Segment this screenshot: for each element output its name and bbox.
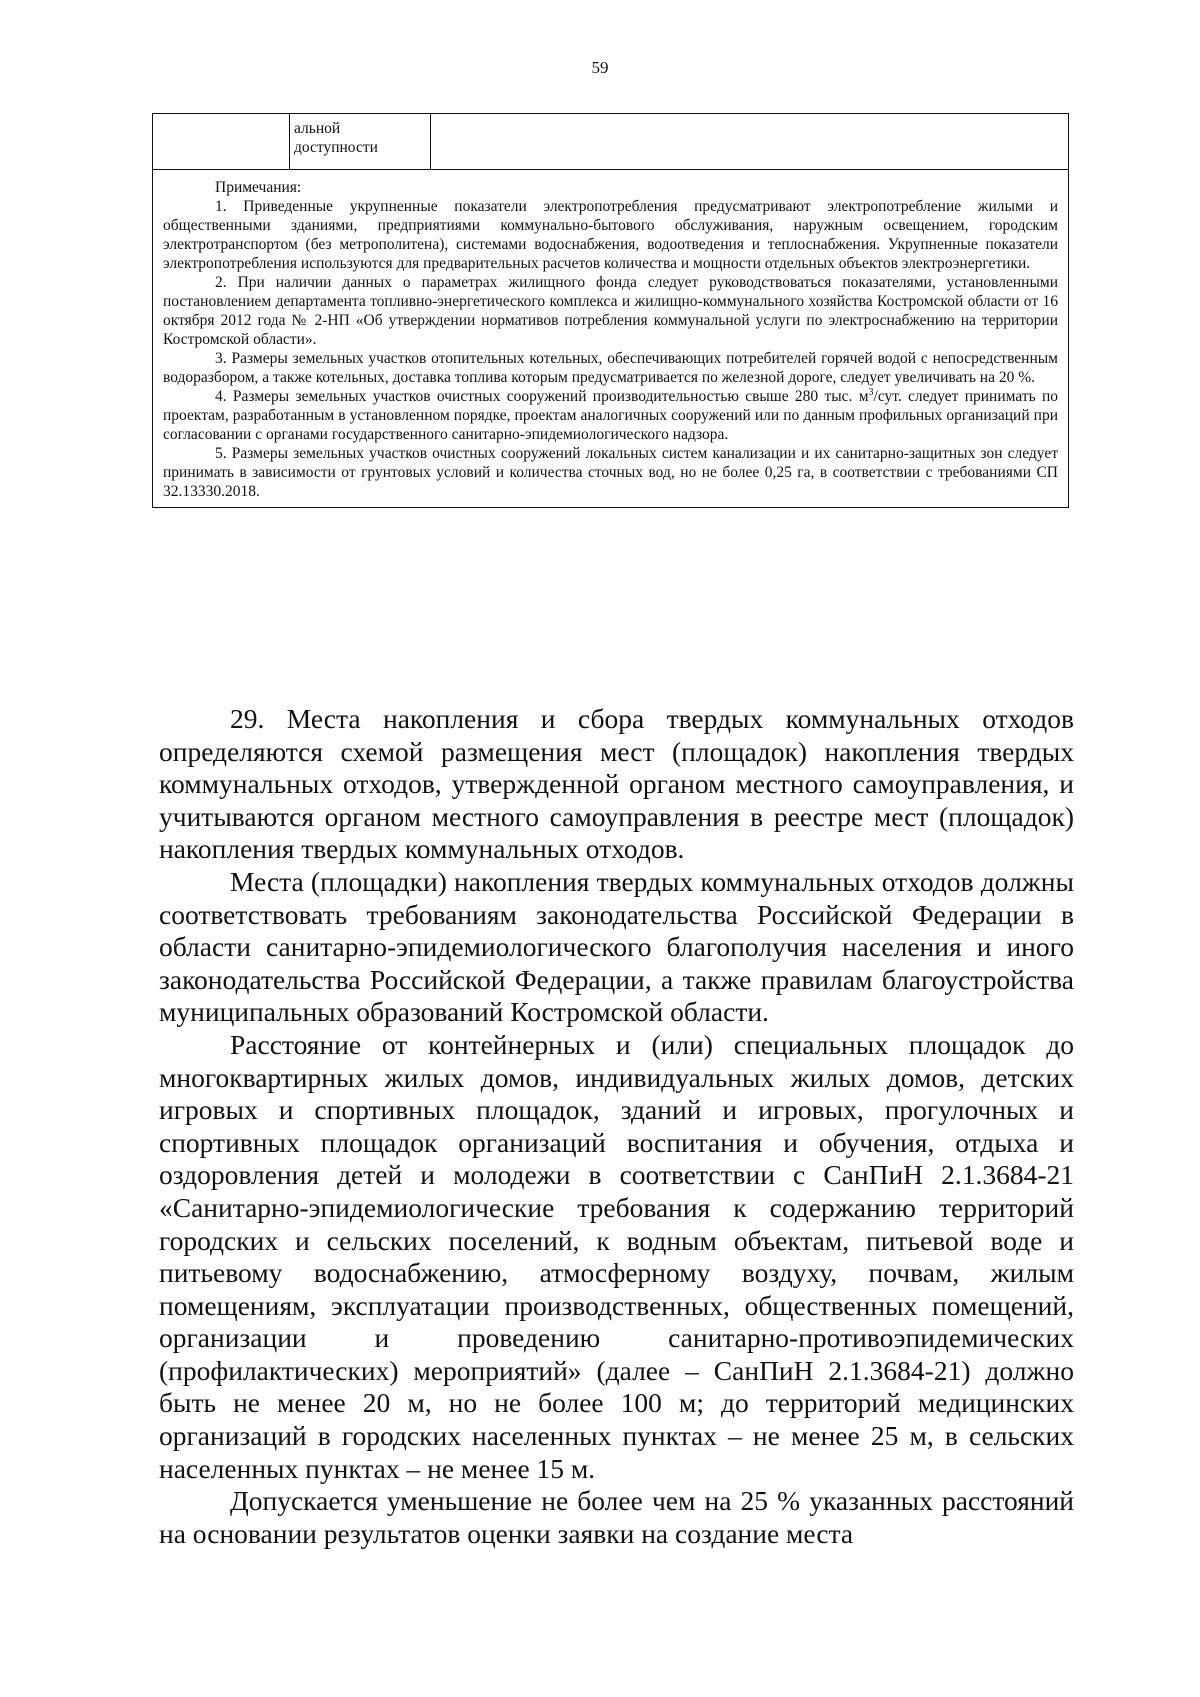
cell-text-line-2: доступности: [294, 139, 378, 156]
notes-cell: [153, 170, 1069, 508]
note-5: 5. Размеры земельных участков очистных сооружений локальных систем канализации и их санитарно-защитных зон следует принимать в зависимости от грунтовых условий и количества сточных вод, но не более 0,25 га, в соответствии с требованиями СП 32.13330.2018.: [163, 445, 1058, 500]
table-cell-empty-2: [431, 114, 1069, 170]
paragraph-29: 29. Места накопления и сбора твердых коммунальных отходов определяются схемой размещения мест (площадок) накопления твердых коммунальных отходов, утвержденной органом местного самоуправления, и учитываются органом местного самоуправления в реестре мест (площадок) накопления твердых коммунальных отходов.: [159, 703, 1074, 865]
note-3: 3. Размеры земельных участков отопительных котельных, обеспечивающих потребителей горячей водой с непосредственным водоразбором, а также котельных, доставка топлива которым предусматривается по железной дороге, следует увеличивать на 20 %.: [163, 350, 1058, 386]
table-cell-empty-1: [153, 114, 290, 170]
page-number: 59: [591, 58, 609, 77]
note-4-text-a: 4. Размеры земельных участков очистных сооружений производительностью свыше 280 тыс. м: [215, 388, 869, 405]
note-4-superscript: 3: [868, 386, 874, 398]
notes-title: Примечания:: [215, 179, 302, 196]
table-row: [153, 114, 1069, 170]
note-2: 2. При наличии данных о параметрах жилищного фонда следует руководствоваться показателями, установленными постановлением департамента топливно-энергетического комплекса и жилищно-коммунального хозяйства Костромской области от 16 октября 2012 года № 2-НП «Об утверждении нормативов потребления коммунальной услуги по электроснабжению на территории Костромской области».: [163, 274, 1058, 348]
note-4-text-b: /сут. следует принимать по проектам, разработанным в установленном порядке, проектам аналогичных сооружений или по данным профильных организаций при согласовании с органами государственного санитарно-эпидемиологического надзора.: [163, 388, 1058, 443]
paragraph-requirements: Места (площадки) накопления твердых коммунальных отходов должны соответствовать требованиям законодательства Российской Федерации в области санитарно-эпидемиологического благополучия населения и иного законодательства Российской Федерации, а также правилам благоустройства муниципальных образований Костромской области.: [159, 865, 1074, 1028]
table: [152, 113, 1069, 508]
note-1: 1. Приведенные укрупненные показатели электропотребления предусматривают электропотребление жилыми и общественными зданиями, предприятиями коммунально-бытового обслуживания, наружным освещением, городским электротранспортом (без метрополитена), системами водоснабжения, водоотведения и теплоснабжения. Укрупненные показатели электропотребления используются для предварительных расчетов количества и мощности отдельных объектов электроэнергетики.: [163, 198, 1058, 272]
cell-text-line-1: альной: [294, 120, 341, 137]
note-4: [163, 387, 1058, 444]
paragraph-reduction: Допускается уменьшение не более чем на 25 % указанных расстояний на основании результатов оценки заявки на создание места: [159, 1485, 1074, 1549]
paragraph-distances: Расстояние от контейнерных и (или) специальных площадок до многоквартирных жилых домов, индивидуальных жилых домов, детских игровых и спортивных площадок, зданий и игровых, прогулочных и спортивных площадок организаций воспитания и обучения, отдыха и оздоровления детей и молодежи в соответствии с СанПиН 2.1.3684-21 «Санитарно-эпидемиологические требования к содержанию территорий городских и сельских поселений, к водным объектам, питьевой воде и питьевому водоснабжению, атмосферному воздуху, почвам, жилым помещениям, эксплуатации производственных, общественных помещений, организации и проведению санитарно-противоэпидемических (профилактических) мероприятий» (далее – СанПиН 2.1.3684-21) должно быть не менее 20 м, но не более 100 м; до территорий медицинских организаций в городских населенных пунктах – не менее 25 м, в сельских населенных пунктах – не менее 15 м.: [159, 1028, 1074, 1484]
notes-table: [152, 113, 1069, 508]
table-row-notes: [153, 170, 1069, 508]
table-cell-accessibility: [290, 114, 431, 170]
body-text: [159, 703, 1074, 1550]
